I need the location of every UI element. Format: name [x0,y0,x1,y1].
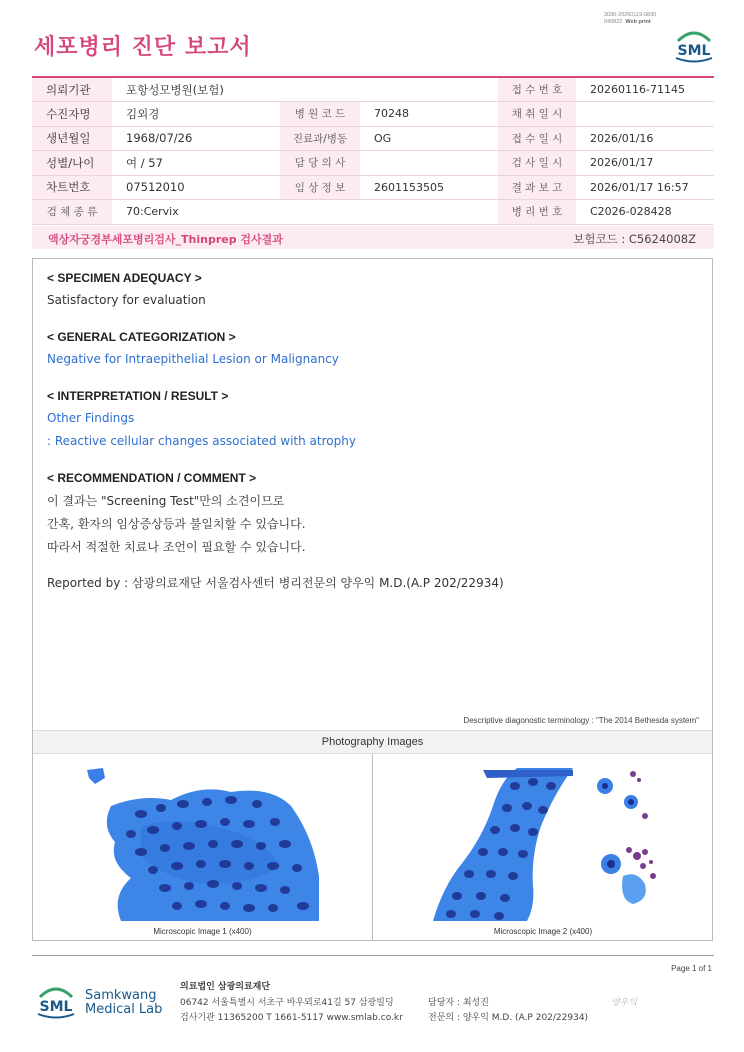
photo-cell-2 [373,754,713,940]
result-box [32,258,713,941]
info-value: 1968/07/26 [112,126,280,151]
categorization-heading: < GENERAL CATEGORIZATION > [47,330,236,344]
adequacy-text: Satisfactory for evaluation [47,293,206,307]
info-label: 임 상 정 보 [280,175,360,200]
recommendation-text-2: 간혹, 환자의 임상증상등과 불일치할 수 있습니다. [47,517,306,531]
interpretation-text-2: : Reactive cellular changes associated with atrophy [47,434,356,448]
info-label: 결 과 보 고 [498,175,576,200]
print-meta [604,12,656,26]
info-value: OG [360,126,498,151]
staff-pathologist: 전문의 : 양우익 M.D. (A.P 202/22934) [428,1013,589,1023]
interpretation-text-1: Other Findings [47,411,135,425]
insurance-code: 보험코드 : C5624008Z [573,232,696,246]
report-title: 세포병리 진단 보고서 [34,35,252,60]
org-contact: 검사기관 11365200 T 1661-5117 www.smlab.co.kr [180,1013,403,1023]
info-value: 2026/01/16 [576,126,714,151]
sml-logo-icon [34,983,78,1019]
recommendation-text-1: 이 결과는 "Screening Test"만의 소견이므로 [47,494,285,508]
image-caption-1: Microscopic Image 1 (x400) [153,927,252,936]
org-name: 의료법인 삼광의료재단 [180,982,271,992]
info-label: 수진자명 [32,102,112,127]
info-label: 채 취 일 시 [498,102,576,127]
info-row [32,126,714,151]
terminology-note: Descriptive diagonostic terminology : "The 2014 Bethesda system" [463,716,699,725]
info-label: 병 리 번 호 [498,200,576,225]
adequacy-heading: < SPECIMEN ADEQUACY > [47,271,202,285]
info-value: 70248 [360,102,498,127]
logo-text: SML [677,43,711,59]
info-label: 병 원 코 드 [280,102,360,127]
reported-by: Reported by : 삼광의료재단 서울검사센터 병리전문의 양우익 M.D.(A.P 202/22934) [47,576,504,590]
info-value: 07512010 [112,175,280,200]
photo-cell-1 [33,754,373,940]
info-label: 성별/나이 [32,151,112,176]
info-row [32,200,714,225]
print-meta-id: 3036-20260119-0830 [604,12,657,18]
microscopic-image-1[interactable] [81,766,321,921]
info-value: 여 / 57 [112,151,280,176]
info-value: C2026-028428 [576,200,714,225]
info-value: 2026/01/17 [576,151,714,176]
info-row [32,151,714,176]
staff-manager: 담당자 : 최성진 [428,997,489,1008]
info-label: 의뢰기관 [32,77,112,102]
info-value [576,102,714,127]
info-row [32,102,714,127]
logo-text: SML [39,999,73,1015]
info-label: 접 수 번 호 [498,77,576,102]
recommendation-heading: < RECOMMENDATION / COMMENT > [47,471,257,485]
organization-info [180,980,403,1027]
recommendation-text-3: 따라서 적절한 치료나 조언이 필요할 수 있습니다. [47,540,306,554]
info-value: 포항성모병원(보험) [112,77,498,102]
photography-heading: Photography Images [33,730,712,754]
page-number: Page 1 of 1 [671,964,712,973]
brand-line-2: Medical Lab [85,1002,163,1017]
patient-info-table [32,76,714,225]
info-label: 생년월일 [32,126,112,151]
info-row [32,175,714,200]
info-value [360,151,498,176]
brand-name [85,989,162,1017]
org-address: 06742 서울특별시 서초구 바우뫼로41길 57 삼광빌딩 [180,997,394,1008]
image-caption-2: Microscopic Image 2 (x400) [493,927,593,936]
info-value: 2601153505 [360,175,498,200]
exam-title-bar [32,226,714,249]
info-value: 김외경 [112,102,280,127]
brand-line-1: Samkwang [85,988,157,1003]
print-meta-time: 040822 [604,19,623,25]
info-value: 70:Cervix [112,200,498,225]
info-row [32,77,714,102]
exam-name: 액상자궁경부세포병리검사_Thinprep 검사결과 [48,233,283,246]
info-label: 검 체 종 류 [32,200,112,225]
categorization-text: Negative for Intraepithelial Lesion or Malignancy [47,352,339,366]
info-value: 20260116-71145 [576,77,714,102]
sml-logo-icon [672,27,716,63]
info-value: 2026/01/17 16:57 [576,175,714,200]
info-label: 진료과/병동 [280,126,360,151]
info-label: 차트번호 [32,175,112,200]
info-label: 검 사 일 시 [498,151,576,176]
signature: 양우익 [611,998,638,1008]
staff-info [428,980,588,1027]
info-label: 접 수 일 시 [498,126,576,151]
interpretation-heading: < INTERPRETATION / RESULT > [47,389,229,403]
footer-divider [32,955,714,956]
microscopic-image-2[interactable] [423,766,663,921]
info-label: 담 당 의 사 [280,151,360,176]
web-print-label: Web print [625,19,651,25]
